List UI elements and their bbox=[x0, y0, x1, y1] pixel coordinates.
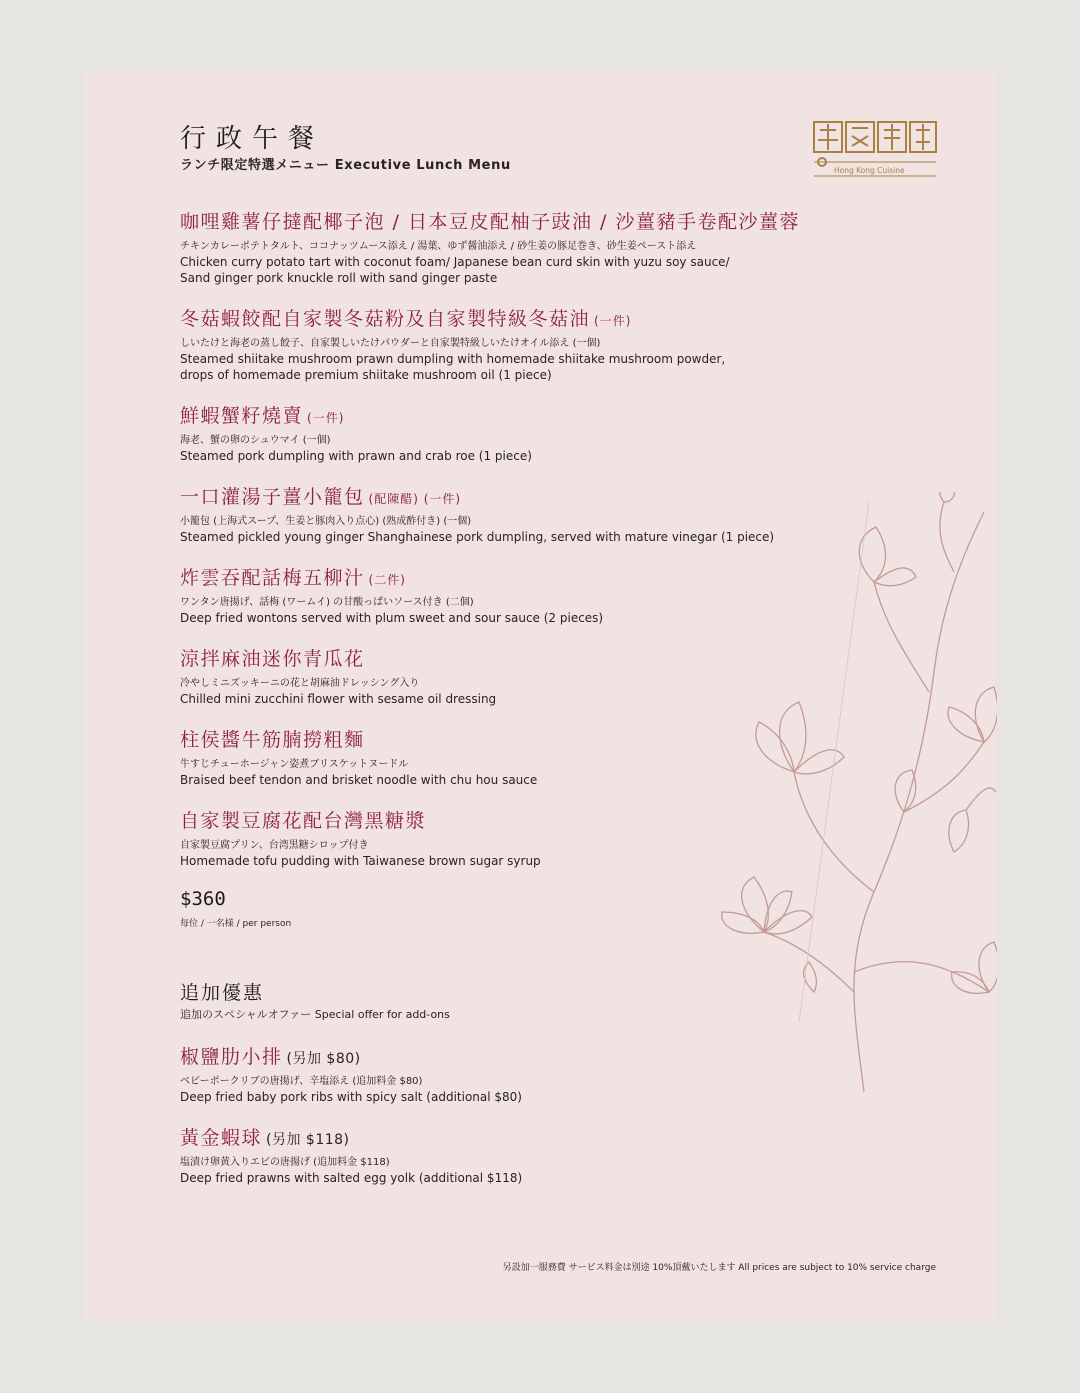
addon-name-jp: 塩漬け卵黄入りエビの唐揚げ (追加料金 $118) bbox=[180, 1157, 390, 1168]
dish-name-zh: 涼拌麻油迷你青瓜花 bbox=[180, 648, 365, 670]
dish-name-en: Chicken curry potato tart with coconut foam/ Japanese bean curd skin with yuzu soy sauce/ bbox=[180, 255, 730, 269]
page-subtitle: ランチ限定特選メニュー Executive Lunch Menu bbox=[180, 158, 511, 173]
dish-name-jp: ワンタン唐揚げ、話梅 (ワームイ) の甘酸っぱいソース付き (二個) bbox=[180, 597, 474, 608]
addons-title: 追加優惠 bbox=[180, 982, 265, 1004]
dish-name-zh: 鮮蝦蟹籽燒賣 (一件) bbox=[180, 405, 345, 427]
menu-item bbox=[180, 728, 880, 788]
addon-name-en: Deep fried prawns with salted egg yolk (additional $118) bbox=[180, 1171, 523, 1185]
dish-name-en: Deep fried wontons served with plum sweet and sour sauce (2 pieces) bbox=[180, 611, 604, 625]
restaurant-logo bbox=[812, 120, 938, 178]
menu-item bbox=[180, 210, 880, 286]
dish-name-zh: 柱侯醬牛筋腩撈粗麵 bbox=[180, 729, 365, 751]
addon-name-jp: ベビーポークリブの唐揚げ、辛塩添え (追加料金 $80) bbox=[180, 1076, 423, 1087]
dish-name-en: Homemade tofu pudding with Taiwanese brown sugar syrup bbox=[180, 854, 541, 868]
dish-name-zh: 炸雲吞配話梅五柳汁 (二件) bbox=[180, 567, 406, 589]
dish-name-zh: 一口灌湯子薑小籠包 (配陳醋) (一件) bbox=[180, 486, 462, 508]
service-charge-note: 另設加一服務費 サービス料金は別途 10%頂戴いたします All prices are subject to 10% service charge bbox=[502, 1263, 936, 1273]
logo-caption: Hong Kong Cuisine bbox=[834, 166, 905, 175]
dish-name-jp: 自家製豆腐プリン、台湾黒糖シロップ付き bbox=[180, 840, 369, 851]
set-price: $360 bbox=[180, 888, 226, 910]
menu-item bbox=[180, 809, 880, 869]
dish-name-jp: 小籠包 (上海式スープ、生姜と豚肉入り点心) (熟成酢付き) (一個) bbox=[180, 516, 472, 527]
dish-name-jp: しいたけと海老の蒸し餃子、自家製しいたけパウダーと自家製特級しいたけオイル添え (一個) bbox=[180, 338, 601, 349]
menu-item bbox=[180, 307, 880, 383]
addon-item bbox=[180, 1126, 880, 1186]
addons-subtitle: 追加のスペシャルオファー Special offer for add-ons bbox=[180, 1008, 450, 1021]
dish-name-en: Steamed pork dumpling with prawn and crab roe (1 piece) bbox=[180, 449, 532, 463]
dish-name-zh: 自家製豆腐花配台灣黑糖漿 bbox=[180, 810, 427, 832]
menu-item bbox=[180, 566, 880, 626]
dish-name-en: Steamed shiitake mushroom prawn dumpling with homemade shiitake mushroom powder, bbox=[180, 352, 726, 366]
dish-name-jp: 海老、蟹の卵のシュウマイ (一個) bbox=[180, 435, 331, 446]
menu-item bbox=[180, 647, 880, 707]
dish-name-en: Chilled mini zucchini flower with sesame oil dressing bbox=[180, 692, 497, 706]
dish-name-en: Steamed pickled young ginger Shanghainese pork dumpling, served with mature vinegar (1 piece) bbox=[180, 530, 775, 544]
addon-name-zh: 黃金蝦球 (另加 $118) bbox=[180, 1127, 350, 1149]
dish-name-en: Braised beef tendon and brisket noodle with chu hou sauce bbox=[180, 773, 538, 787]
menu-item bbox=[180, 404, 880, 464]
dish-name-en: drops of homemade premium shiitake mushroom oil (1 piece) bbox=[180, 368, 552, 382]
page-title: 行政午餐 bbox=[180, 124, 325, 154]
dish-name-jp: 牛すじチューホージャン姿煮ブリスケットヌードル bbox=[180, 759, 409, 770]
menu-item bbox=[180, 485, 880, 545]
dish-name-zh: 冬菇蝦餃配自家製冬菇粉及自家製特級冬菇油 (一件) bbox=[180, 308, 632, 330]
price-note: 每位 / 一名様 / per person bbox=[180, 919, 292, 929]
menu-page bbox=[84, 72, 997, 1321]
dish-name-zh: 咖哩雞薯仔撻配椰子泡 / 日本豆皮配柚子豉油 / 沙薑豬手卷配沙薑蓉 bbox=[180, 211, 800, 233]
dish-name-jp: 冷やしミニズッキーニの花と胡麻油ドレッシング入り bbox=[180, 678, 420, 689]
addon-name-en: Deep fried baby pork ribs with spicy salt (additional $80) bbox=[180, 1090, 522, 1104]
addon-name-zh: 椒鹽肋小排 (另加 $80) bbox=[180, 1046, 361, 1068]
dish-name-en: Sand ginger pork knuckle roll with sand ginger paste bbox=[180, 271, 498, 285]
dish-name-jp: チキンカレーポテトタルト、ココナッツムース添え / 湯葉、ゆず醤油添え / 砂生姜の豚足巻き、砂生姜ペースト添え bbox=[180, 241, 697, 252]
addon-item bbox=[180, 1045, 880, 1105]
